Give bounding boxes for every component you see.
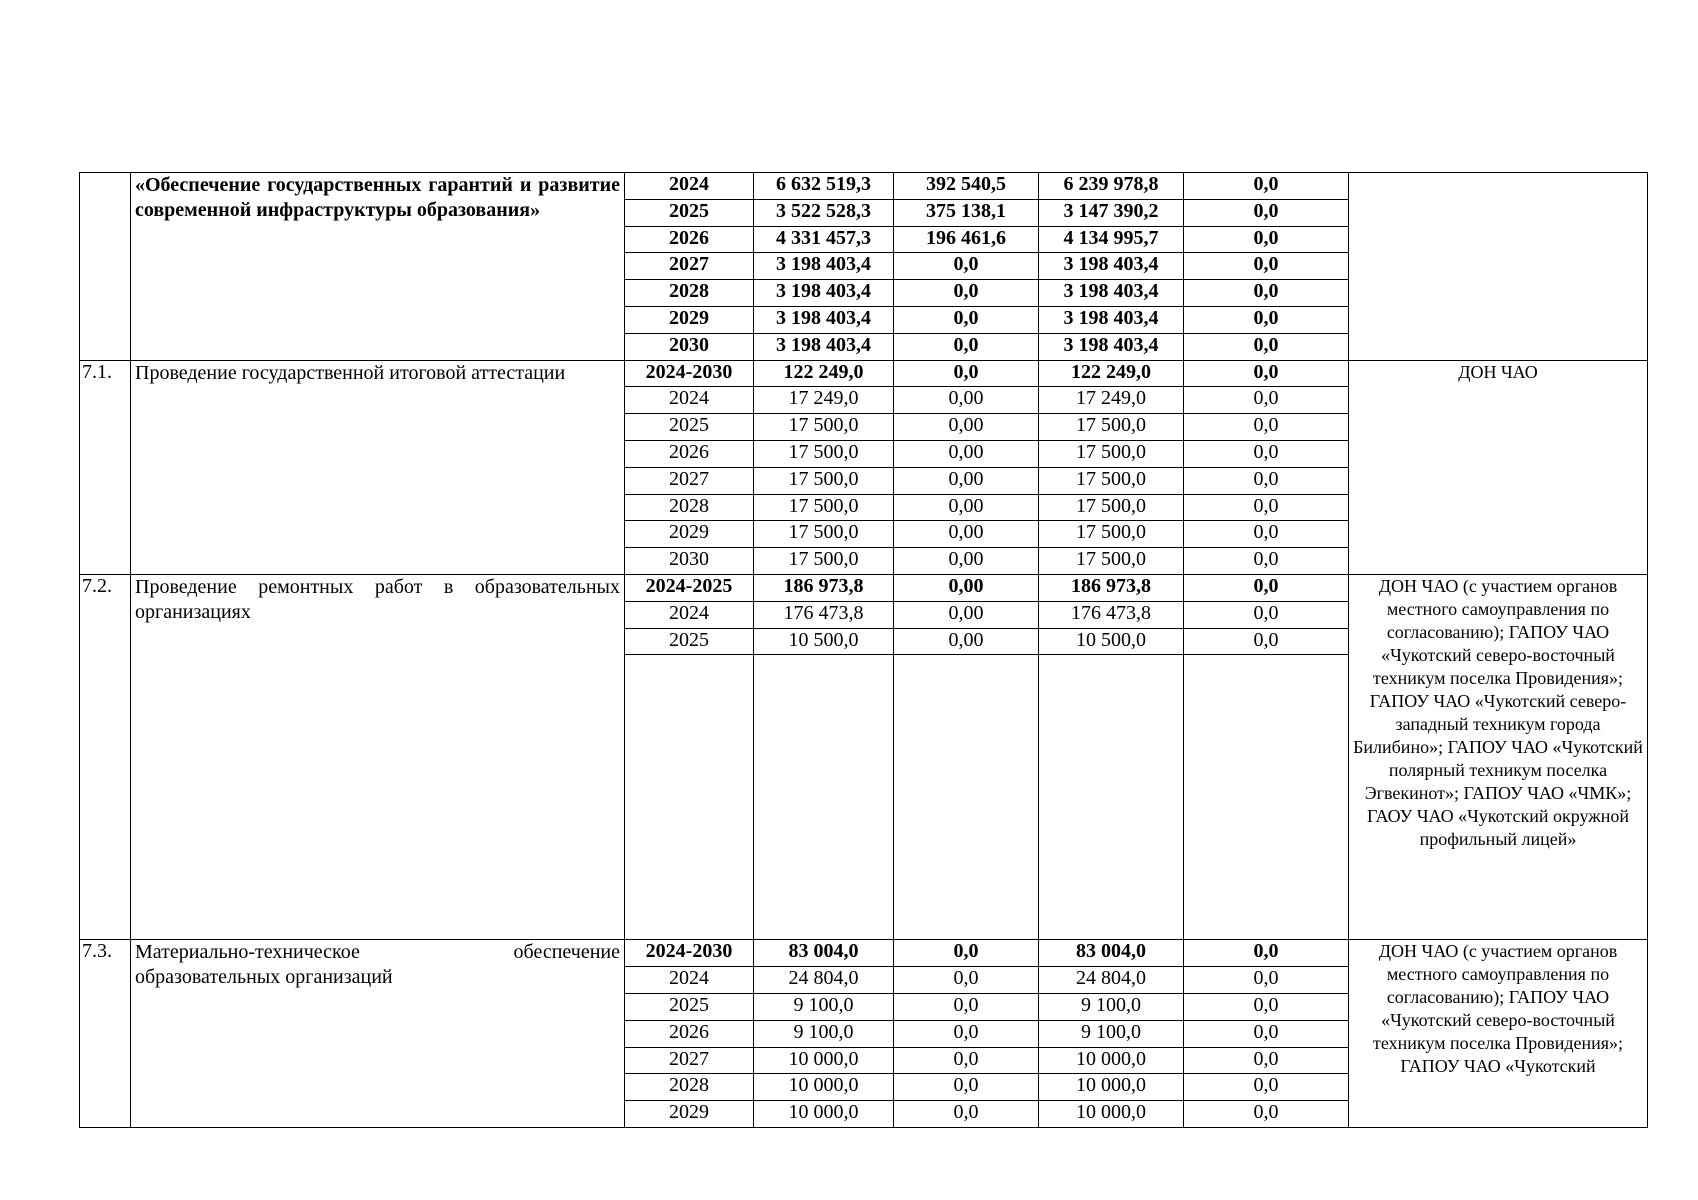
cell-total: 10 000,0 (754, 1074, 894, 1101)
item-title: «Обеспечение государственных гарантий и развитие современной инфраструктуры образования» (131, 173, 625, 361)
cell-total: 17 500,0 (754, 440, 894, 467)
cell-total: 10 000,0 (754, 1101, 894, 1128)
cell-other: 0,0 (1184, 601, 1349, 628)
cell-total: 17 500,0 (754, 548, 894, 575)
responsible-executor: ДОН ЧАО (с участием органов местного самоуправления по согласованию); ГАПОУ ЧАО «Чукотский северо-восточный техникум поселка Провидения»; ГАПОУ ЧАО «Чукотский северо-западный техникум города Билибино»; ГАПОУ ЧАО «Чукотский полярный техникум поселка Эгвекинот»; ГАПОУ ЧАО «ЧМК»; ГАОУ ЧАО «Чукотский окружной профильный лицей» (1349, 574, 1648, 939)
cell-year: 2026 (625, 440, 754, 467)
cell-reg: 17 500,0 (1039, 521, 1184, 548)
cell-year: 2028 (625, 494, 754, 521)
cell-other: 0,0 (1184, 253, 1349, 280)
cell-year: 2026 (625, 1020, 754, 1047)
empty-cell (754, 655, 894, 940)
cell-other: 0,0 (1184, 199, 1349, 226)
cell-reg: 10 000,0 (1039, 1101, 1184, 1128)
empty-cell (1184, 655, 1349, 940)
cell-fed: 0,0 (894, 940, 1039, 967)
cell-other: 0,0 (1184, 1047, 1349, 1074)
cell-other: 0,0 (1184, 333, 1349, 360)
cell-total: 6 632 519,3 (754, 173, 894, 200)
cell-reg: 17 500,0 (1039, 494, 1184, 521)
cell-total: 3 198 403,4 (754, 280, 894, 307)
cell-reg: 17 500,0 (1039, 440, 1184, 467)
cell-fed: 392 540,5 (894, 173, 1039, 200)
cell-reg: 17 500,0 (1039, 467, 1184, 494)
cell-year: 2027 (625, 1047, 754, 1074)
cell-reg: 3 198 403,4 (1039, 306, 1184, 333)
cell-fed: 0,0 (894, 1047, 1039, 1074)
cell-fed: 0,00 (894, 440, 1039, 467)
cell-year: 2028 (625, 280, 754, 307)
cell-total: 4 331 457,3 (754, 226, 894, 253)
cell-year: 2024 (625, 387, 754, 414)
cell-total: 9 100,0 (754, 993, 894, 1020)
item-number: 7.2. (80, 574, 131, 939)
cell-fed: 0,0 (894, 306, 1039, 333)
cell-year: 2028 (625, 1074, 754, 1101)
cell-fed: 0,0 (894, 1020, 1039, 1047)
cell-total: 24 804,0 (754, 967, 894, 994)
item-title: Материально-техническое обеспечение образовательных организаций (131, 940, 625, 1128)
cell-fed: 0,00 (894, 521, 1039, 548)
cell-year: 2025 (625, 414, 754, 441)
item-number: 7.3. (80, 940, 131, 1128)
table-row (80, 940, 1648, 967)
responsible-executor: ДОН ЧАО (1349, 360, 1648, 574)
cell-year: 2029 (625, 521, 754, 548)
cell-reg: 3 198 403,4 (1039, 333, 1184, 360)
empty-cell (894, 655, 1039, 940)
cell-year: 2030 (625, 333, 754, 360)
cell-fed: 375 138,1 (894, 199, 1039, 226)
cell-other: 0,0 (1184, 967, 1349, 994)
cell-reg: 3 198 403,4 (1039, 280, 1184, 307)
cell-year: 2024 (625, 601, 754, 628)
cell-fed: 0,0 (894, 253, 1039, 280)
cell-other: 0,0 (1184, 574, 1349, 601)
cell-reg: 10 000,0 (1039, 1074, 1184, 1101)
cell-year: 2026 (625, 226, 754, 253)
cell-total: 17 500,0 (754, 414, 894, 441)
cell-reg: 9 100,0 (1039, 993, 1184, 1020)
cell-other: 0,0 (1184, 494, 1349, 521)
cell-reg: 17 500,0 (1039, 548, 1184, 575)
cell-other: 0,0 (1184, 440, 1349, 467)
cell-other: 0,0 (1184, 173, 1349, 200)
cell-other: 0,0 (1184, 628, 1349, 655)
cell-other: 0,0 (1184, 548, 1349, 575)
cell-total: 3 198 403,4 (754, 306, 894, 333)
cell-other: 0,0 (1184, 280, 1349, 307)
cell-total: 83 004,0 (754, 940, 894, 967)
financing-table-body (80, 173, 1648, 1128)
cell-reg: 24 804,0 (1039, 967, 1184, 994)
cell-fed: 0,00 (894, 601, 1039, 628)
cell-total: 9 100,0 (754, 1020, 894, 1047)
cell-reg: 3 147 390,2 (1039, 199, 1184, 226)
cell-fed: 0,0 (894, 280, 1039, 307)
cell-total: 10 500,0 (754, 628, 894, 655)
item-title: Проведение государственной итоговой аттестации (131, 360, 625, 574)
cell-fed: 0,00 (894, 548, 1039, 575)
cell-reg: 4 134 995,7 (1039, 226, 1184, 253)
cell-total: 10 000,0 (754, 1047, 894, 1074)
cell-reg: 176 473,8 (1039, 601, 1184, 628)
cell-other: 0,0 (1184, 467, 1349, 494)
table-row (80, 173, 1648, 200)
cell-fed: 0,00 (894, 628, 1039, 655)
item-number: 7.1. (80, 360, 131, 574)
cell-other: 0,0 (1184, 387, 1349, 414)
cell-fed: 0,00 (894, 494, 1039, 521)
cell-year: 2030 (625, 548, 754, 575)
financing-table (79, 172, 1648, 1128)
cell-other: 0,0 (1184, 1074, 1349, 1101)
cell-year: 2025 (625, 199, 754, 226)
cell-year: 2024 (625, 173, 754, 200)
cell-reg: 10 000,0 (1039, 1047, 1184, 1074)
responsible-executor: ДОН ЧАО (с участием органов местного самоуправления по согласованию); ГАПОУ ЧАО «Чукотский северо-восточный техникум поселка Провидения»; ГАПОУ ЧАО «Чукотский (1349, 940, 1648, 1128)
item-title: Проведение ремонтных работ в образовательных организациях (131, 574, 625, 939)
empty-cell (1039, 655, 1184, 940)
cell-fed: 0,0 (894, 333, 1039, 360)
cell-fed: 196 461,6 (894, 226, 1039, 253)
cell-total: 122 249,0 (754, 360, 894, 387)
cell-fed: 0,00 (894, 574, 1039, 601)
cell-other: 0,0 (1184, 993, 1349, 1020)
cell-other: 0,0 (1184, 360, 1349, 387)
cell-year: 2029 (625, 306, 754, 333)
table-row (80, 360, 1648, 387)
cell-other: 0,0 (1184, 940, 1349, 967)
cell-reg: 10 500,0 (1039, 628, 1184, 655)
cell-year: 2025 (625, 993, 754, 1020)
cell-total: 186 973,8 (754, 574, 894, 601)
cell-reg: 3 198 403,4 (1039, 253, 1184, 280)
cell-fed: 0,0 (894, 1074, 1039, 1101)
cell-year: 2029 (625, 1101, 754, 1128)
cell-total: 17 500,0 (754, 521, 894, 548)
empty-cell (625, 655, 754, 940)
cell-reg: 83 004,0 (1039, 940, 1184, 967)
item-number (80, 173, 131, 361)
cell-year: 2025 (625, 628, 754, 655)
cell-reg: 17 249,0 (1039, 387, 1184, 414)
cell-fed: 0,0 (894, 360, 1039, 387)
cell-reg: 186 973,8 (1039, 574, 1184, 601)
cell-total: 17 500,0 (754, 494, 894, 521)
cell-year: 2024-2030 (625, 360, 754, 387)
cell-fed: 0,0 (894, 993, 1039, 1020)
cell-total: 176 473,8 (754, 601, 894, 628)
responsible-executor (1349, 173, 1648, 361)
cell-year: 2024-2025 (625, 574, 754, 601)
cell-total: 3 198 403,4 (754, 253, 894, 280)
cell-reg: 17 500,0 (1039, 414, 1184, 441)
cell-other: 0,0 (1184, 306, 1349, 333)
table-row (80, 574, 1648, 601)
cell-year: 2027 (625, 253, 754, 280)
cell-other: 0,0 (1184, 1020, 1349, 1047)
cell-year: 2024 (625, 967, 754, 994)
cell-fed: 0,00 (894, 467, 1039, 494)
cell-fed: 0,0 (894, 967, 1039, 994)
cell-fed: 0,00 (894, 387, 1039, 414)
cell-other: 0,0 (1184, 521, 1349, 548)
cell-reg: 122 249,0 (1039, 360, 1184, 387)
cell-other: 0,0 (1184, 414, 1349, 441)
cell-year: 2027 (625, 467, 754, 494)
cell-total: 3 522 528,3 (754, 199, 894, 226)
cell-reg: 6 239 978,8 (1039, 173, 1184, 200)
cell-fed: 0,0 (894, 1101, 1039, 1128)
cell-total: 17 500,0 (754, 467, 894, 494)
cell-other: 0,0 (1184, 226, 1349, 253)
cell-total: 17 249,0 (754, 387, 894, 414)
cell-other: 0,0 (1184, 1101, 1349, 1128)
cell-total: 3 198 403,4 (754, 333, 894, 360)
cell-year: 2024-2030 (625, 940, 754, 967)
cell-fed: 0,00 (894, 414, 1039, 441)
cell-reg: 9 100,0 (1039, 1020, 1184, 1047)
